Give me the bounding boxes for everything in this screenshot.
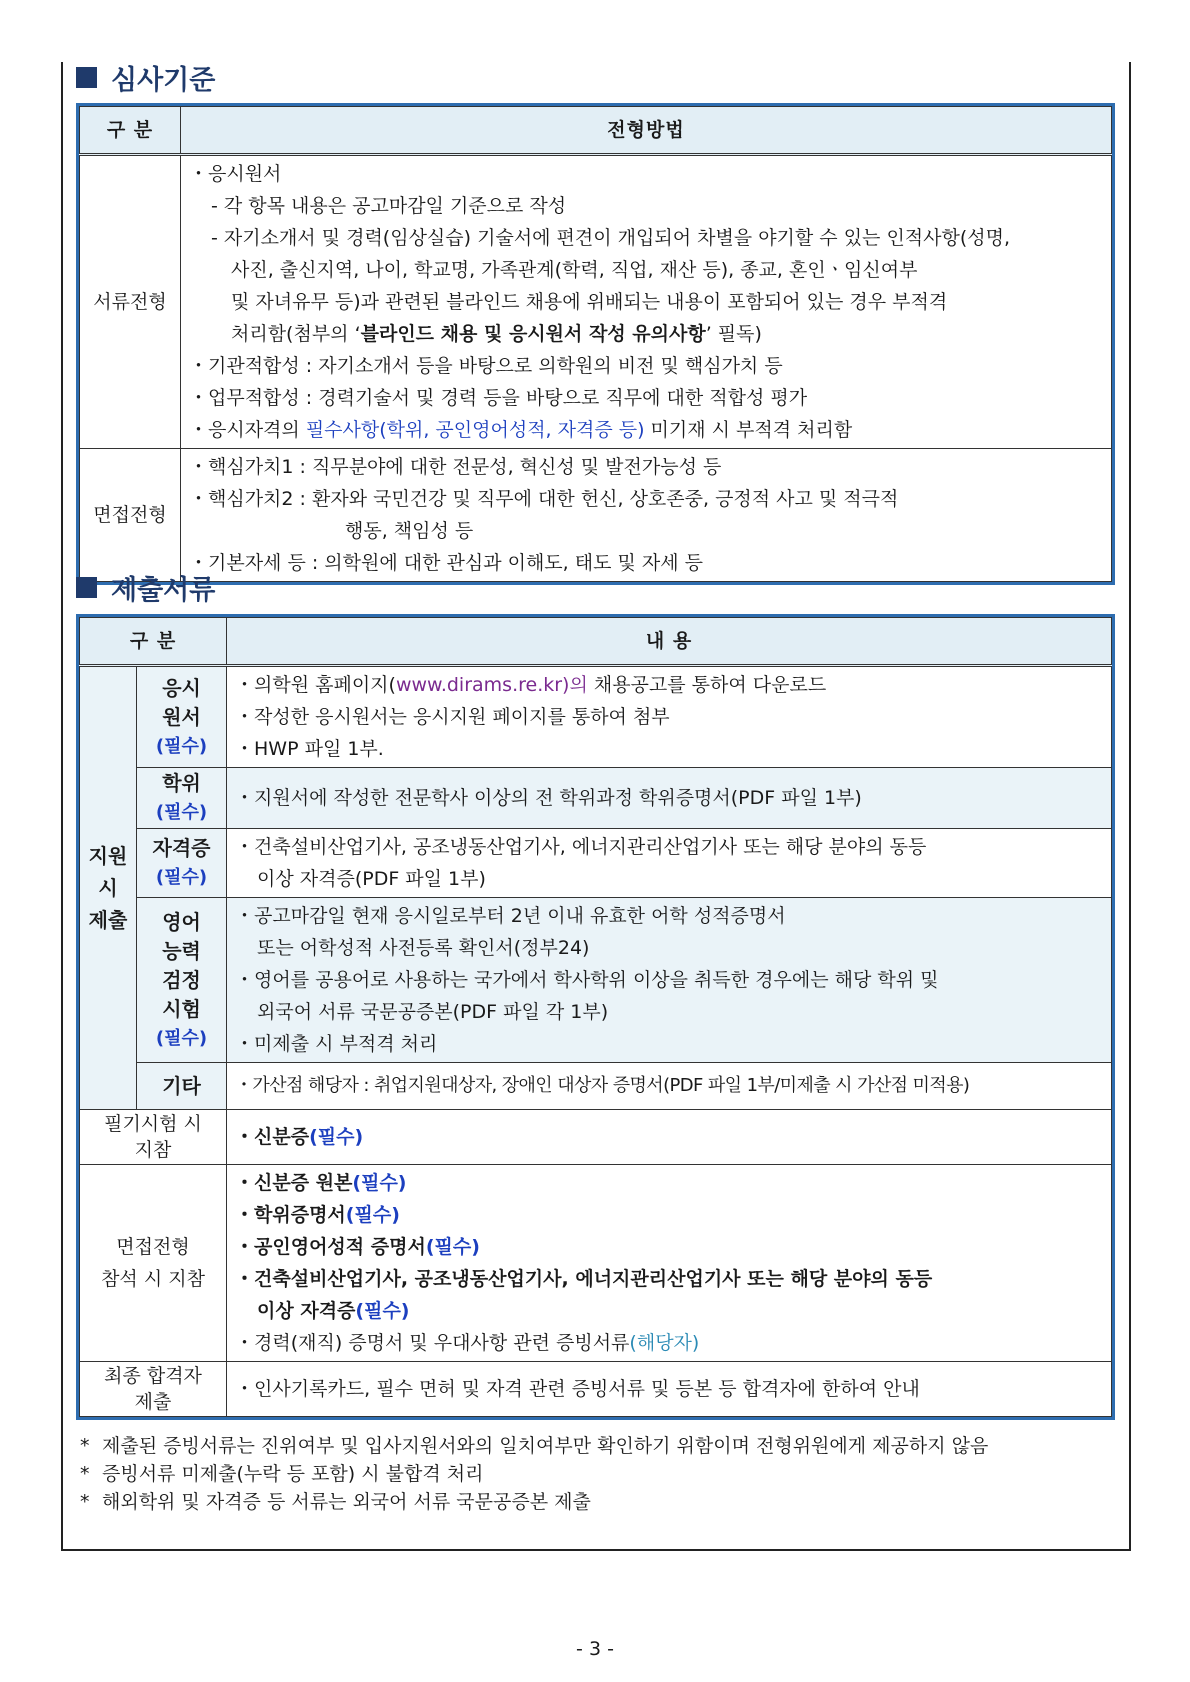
label-written-exam: 필기시험 시 지참 <box>80 1110 227 1165</box>
interview-docs-content: ・신분증 원본(필수) ・학위증명서(필수) ・공인영어성적 증명서(필수) ・건축설비산업기사, 공조냉동산업기사, 에너지관리산업기사 또는 해당 분야의 동등 이상 자격증(필수) ・경력(재직) 증명서 및 우대사항 관련 증빙서류(해당자) <box>227 1165 1112 1362</box>
row-label-interview: 면접전형 <box>80 449 181 582</box>
row-label-document: 서류전형 <box>80 155 181 449</box>
label-license: 자격증 (필수) <box>137 829 227 898</box>
page-number: - 3 - <box>576 1638 614 1660</box>
document-screening-content: ・응시원서 - 각 항목 내용은 공고마감일 기준으로 작성 - 자기소개서 및 경력(임상실습) 기술서에 편견이 개입되어 차별을 야기할 수 있는 인적사항(성명, 사진, 출신지역, 나이, 학교명, 가족관계(학력, 직업, 재산 등), 종교, 혼인ㆍ임신여부 및 자녀유무 등)과 관련된 블라인드 채용에 위배되는 내용이 포함되어 있는 경우 부적격 처리함(첨부의 ‘블라인드 채용 및 응시원서 작성 유의사항’ 필독) ・기관적합성 : 자기소개서 등을 바탕으로 의학원의 비전 및 핵심가치 등 ・업무적합성 : 경력기술서 및 경력 등을 바탕으로 직무에 대한 적합성 평가 ・응시자격의 필수사항(학위, 공인영어성적, 자격증 등) 미기재 시 부적격 처리함 <box>181 155 1112 449</box>
section-title-screening: 심사기준 <box>76 58 215 97</box>
screening-table <box>76 103 1115 585</box>
final-content: ・인사기록카드, 필수 면허 및 자격 관련 증빙서류 및 등본 등 합격자에 한하여 안내 <box>227 1362 1112 1417</box>
label-interview-docs: 면접전형 참석 시 지참 <box>80 1165 227 1362</box>
square-bullet-icon <box>76 67 97 88</box>
license-content: ・건축설비산업기사, 공조냉동산업기사, 에너지관리산업기사 또는 해당 분야의 동등 이상 자격증(PDF 파일 1부) <box>227 829 1112 898</box>
degree-content: ・지원서에 작성한 전문학사 이상의 전 학위과정 학위증명서(PDF 파일 1부) <box>227 768 1112 829</box>
label-application-form: 응시 원서 (필수) <box>137 666 227 768</box>
header-method: 전형방법 <box>181 107 1112 155</box>
label-english-test: 영어 능력 검정 시험 (필수) <box>137 898 227 1063</box>
documents-table <box>76 614 1115 1420</box>
written-exam-content: ・신분증(필수) <box>227 1110 1112 1165</box>
english-test-content: ・공고마감일 현재 응시일로부터 2년 이내 유효한 어학 성적증명서 또는 어학성적 사전등록 확인서(정부24) ・영어를 공용어로 사용하는 국가에서 학사학위 이상을 취득한 경우에는 해당 학위 및 외국어 서류 국문공증본(PDF 파일 각 1부) ・미제출 시 부적격 처리 <box>227 898 1112 1063</box>
homepage-link[interactable]: www.dirams.re.kr)의 <box>395 674 588 696</box>
footnote: * 해외학위 및 자격증 등 서류는 외국어 서류 국문공증본 제출 <box>80 1491 591 1513</box>
label-etc: 기타 <box>137 1063 227 1110</box>
label-final: 최종 합격자 제출 <box>80 1362 227 1417</box>
etc-content: ・가산점 해당자 : 취업지원대상자, 장애인 대상자 증명서(PDF 파일 1부/미제출 시 가산점 미적용) <box>227 1063 1112 1110</box>
footnote: * 제출된 증빙서류는 진위여부 및 입사지원서와의 일치여부만 확인하기 위함이며 전형위원에게 제공하지 않음 <box>80 1435 989 1457</box>
interview-content: ・핵심가치1 : 직무분야에 대한 전문성, 혁신성 및 발전가능성 등 ・핵심가치2 : 환자와 국민건강 및 직무에 대한 헌신, 상호존중, 긍정적 사고 및 적극적 행동, 책임성 등 ・기본자세 등 : 의학원에 대한 관심과 이해도, 태도 및 자세 등 <box>181 449 1112 582</box>
application-form-content: ・의학원 홈페이지(www.dirams.re.kr)의 채용공고를 통하여 다운로드 ・작성한 응시원서는 응시지원 페이지를 통하여 첨부 ・HWP 파일 1부. <box>227 666 1112 768</box>
header-category: 구 분 <box>80 618 227 666</box>
footnote: * 증빙서류 미제출(누락 등 포함) 시 불합격 처리 <box>80 1463 484 1485</box>
section-title-documents: 제출서류 <box>76 568 215 607</box>
group-label-application: 지원 시 제출 <box>80 666 137 1110</box>
footnotes <box>80 1432 1120 1516</box>
header-category: 구 분 <box>80 107 181 155</box>
header-content: 내 용 <box>227 618 1112 666</box>
square-bullet-icon <box>76 577 97 598</box>
label-degree: 학위 (필수) <box>137 768 227 829</box>
